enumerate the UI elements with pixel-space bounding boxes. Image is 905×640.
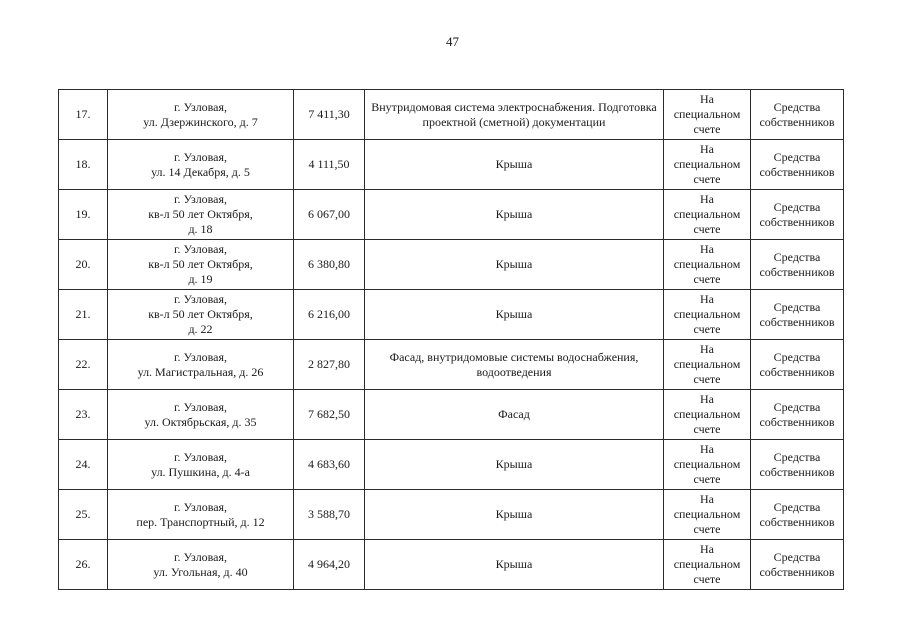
funds-text	[755, 250, 839, 280]
address-text	[151, 150, 250, 180]
account-text	[668, 342, 746, 387]
account-line: счете	[693, 272, 721, 286]
address-line: г. Узловая,	[173, 499, 228, 514]
funds-line: собственников	[759, 464, 835, 479]
funds-line: собственников	[759, 564, 835, 579]
account-line: специальном	[673, 507, 741, 521]
funds-line: собственников	[759, 114, 835, 129]
account-line: На	[700, 292, 714, 306]
table-body	[59, 90, 844, 590]
funds-line: собственников	[759, 214, 835, 229]
funds-line: собственников	[759, 164, 835, 179]
address-cell	[108, 140, 294, 190]
works-line: Фасад, внутридомовые системы водоснабжения,	[389, 349, 639, 364]
account-text	[668, 192, 746, 237]
works-line: проектной (сметной) документации	[422, 114, 606, 129]
works-cell	[365, 440, 664, 490]
address-line: г. Узловая,	[173, 549, 228, 564]
funds-line: Средства	[773, 549, 821, 564]
funds-text	[755, 150, 839, 180]
funds-cell	[751, 290, 844, 340]
address-text	[148, 192, 253, 237]
account-line: счете	[693, 172, 721, 186]
works-line: Крыша	[495, 457, 533, 471]
funds-line: Средства	[773, 249, 821, 264]
account-line: На	[700, 242, 714, 256]
works-line: Фасад	[498, 407, 530, 421]
page-number: 47	[446, 34, 459, 49]
row-number-cell: 25.	[59, 490, 108, 540]
account-line: счете	[693, 222, 721, 236]
table-row	[59, 540, 844, 590]
area-cell: 4 111,50	[294, 140, 365, 190]
table-row	[59, 240, 844, 290]
works-text	[369, 100, 659, 130]
address-line: г. Узловая,	[173, 192, 228, 206]
address-line: пер. Транспортный, д. 12	[136, 514, 265, 529]
funds-text	[755, 400, 839, 430]
account-line: счете	[693, 522, 721, 536]
works-line: Крыша	[495, 557, 533, 571]
row-number-cell: 21.	[59, 290, 108, 340]
funds-cell	[751, 440, 844, 490]
account-text	[668, 442, 746, 487]
table-row	[59, 490, 844, 540]
address-line: кв-л 50 лет Октября,	[148, 207, 253, 221]
funds-line: собственников	[759, 514, 835, 529]
funds-line: собственников	[759, 314, 835, 329]
area-cell: 4 964,20	[294, 540, 365, 590]
account-text	[668, 392, 746, 437]
works-cell	[365, 240, 664, 290]
row-number-cell: 20.	[59, 240, 108, 290]
account-cell	[664, 440, 751, 490]
address-line: ул. Октябрьская, д. 35	[144, 414, 257, 429]
account-cell	[664, 290, 751, 340]
account-line: На	[700, 92, 714, 106]
address-line: ул. Магистральная, д. 26	[137, 364, 264, 379]
account-line: счете	[693, 572, 721, 586]
address-cell	[108, 190, 294, 240]
address-cell	[108, 490, 294, 540]
account-line: счете	[693, 322, 721, 336]
funds-line: Средства	[773, 199, 821, 214]
account-line: специальном	[673, 207, 741, 221]
account-line: На	[700, 342, 714, 356]
address-text	[138, 350, 264, 380]
account-text	[668, 492, 746, 537]
funds-cell	[751, 390, 844, 440]
funds-line: собственников	[759, 364, 835, 379]
works-text	[369, 350, 659, 380]
address-line: г. Узловая,	[173, 292, 228, 306]
works-line: Крыша	[495, 507, 533, 521]
account-cell	[664, 140, 751, 190]
row-number-cell: 22.	[59, 340, 108, 390]
address-line: ул. 14 Декабря, д. 5	[151, 164, 250, 179]
table-row	[59, 190, 844, 240]
funds-text	[755, 100, 839, 130]
area-cell: 3 588,70	[294, 490, 365, 540]
works-line: водоотведения	[476, 364, 552, 379]
row-number-cell: 26.	[59, 540, 108, 590]
works-text	[369, 407, 659, 422]
works-line: Крыша	[495, 157, 533, 171]
address-text	[145, 400, 257, 430]
address-cell	[108, 240, 294, 290]
works-cell	[365, 90, 664, 140]
account-cell	[664, 190, 751, 240]
account-line: На	[700, 542, 714, 556]
address-text	[151, 450, 250, 480]
account-text	[668, 92, 746, 137]
address-cell	[108, 540, 294, 590]
works-cell	[365, 290, 664, 340]
funds-text	[755, 500, 839, 530]
funds-cell	[751, 540, 844, 590]
account-line: На	[700, 392, 714, 406]
area-cell: 4 683,60	[294, 440, 365, 490]
address-line: д. 22	[188, 322, 213, 336]
works-line: Крыша	[495, 257, 533, 271]
account-line: счете	[693, 422, 721, 436]
address-cell	[108, 390, 294, 440]
account-cell	[664, 240, 751, 290]
funds-cell	[751, 490, 844, 540]
funds-line: Средства	[773, 449, 821, 464]
funds-text	[755, 300, 839, 330]
account-line: специальном	[673, 357, 741, 371]
account-line: специальном	[673, 557, 741, 571]
works-line: Внутридомовая система электроснабжения. Подготовка	[371, 99, 657, 114]
account-cell	[664, 490, 751, 540]
works-text	[369, 157, 659, 172]
table-row	[59, 440, 844, 490]
address-cell	[108, 340, 294, 390]
address-line: ул. Пушкина, д. 4-а	[151, 464, 250, 479]
address-cell	[108, 290, 294, 340]
account-line: На	[700, 192, 714, 206]
address-text	[148, 242, 253, 287]
address-line: г. Узловая,	[173, 449, 228, 464]
account-line: счете	[693, 372, 721, 386]
funds-line: собственников	[759, 264, 835, 279]
funds-text	[755, 550, 839, 580]
funds-line: собственников	[759, 414, 835, 429]
address-text	[148, 292, 253, 337]
account-line: специальном	[673, 407, 741, 421]
table-row	[59, 140, 844, 190]
works-text	[369, 507, 659, 522]
account-line: специальном	[673, 157, 741, 171]
address-line: ул. Дзержинского, д. 7	[143, 114, 258, 129]
account-line: счете	[693, 472, 721, 486]
works-text	[369, 457, 659, 472]
works-text	[369, 257, 659, 272]
address-line: д. 18	[188, 222, 213, 236]
funds-line: Средства	[773, 299, 821, 314]
account-line: счете	[693, 122, 721, 136]
address-text	[153, 550, 247, 580]
table-row	[59, 90, 844, 140]
funds-line: Средства	[773, 99, 821, 114]
row-number-cell: 18.	[59, 140, 108, 190]
funds-cell	[751, 240, 844, 290]
account-cell	[664, 540, 751, 590]
works-text	[369, 557, 659, 572]
works-text	[369, 207, 659, 222]
account-cell	[664, 90, 751, 140]
repair-program-table	[58, 89, 844, 590]
area-cell: 6 067,00	[294, 190, 365, 240]
funds-line: Средства	[773, 399, 821, 414]
area-cell: 7 682,50	[294, 390, 365, 440]
funds-cell	[751, 140, 844, 190]
area-cell: 6 216,00	[294, 290, 365, 340]
works-line: Крыша	[495, 207, 533, 221]
funds-cell	[751, 90, 844, 140]
account-text	[668, 542, 746, 587]
address-line: г. Узловая,	[173, 242, 228, 256]
row-number-cell: 23.	[59, 390, 108, 440]
works-cell	[365, 390, 664, 440]
works-text	[369, 307, 659, 322]
works-cell	[365, 540, 664, 590]
area-cell: 7 411,30	[294, 90, 365, 140]
works-cell	[365, 340, 664, 390]
address-line: г. Узловая,	[173, 349, 228, 364]
address-line: г. Узловая,	[173, 399, 228, 414]
address-cell	[108, 440, 294, 490]
account-line: специальном	[673, 257, 741, 271]
funds-line: Средства	[773, 349, 821, 364]
address-line: г. Узловая,	[173, 149, 228, 164]
account-cell	[664, 390, 751, 440]
funds-cell	[751, 190, 844, 240]
account-line: На	[700, 442, 714, 456]
row-number-cell: 17.	[59, 90, 108, 140]
account-line: специальном	[673, 457, 741, 471]
row-number-cell: 24.	[59, 440, 108, 490]
account-text	[668, 242, 746, 287]
area-cell: 6 380,80	[294, 240, 365, 290]
funds-text	[755, 450, 839, 480]
account-line: специальном	[673, 107, 741, 121]
address-text	[143, 100, 257, 130]
works-cell	[365, 490, 664, 540]
address-cell	[108, 90, 294, 140]
works-line: Крыша	[495, 307, 533, 321]
address-line: кв-л 50 лет Октября,	[148, 257, 253, 271]
funds-cell	[751, 340, 844, 390]
address-line: д. 19	[188, 272, 213, 286]
works-cell	[365, 140, 664, 190]
funds-line: Средства	[773, 499, 821, 514]
funds-text	[755, 200, 839, 230]
account-line: На	[700, 142, 714, 156]
account-text	[668, 142, 746, 187]
table-row	[59, 390, 844, 440]
table-row	[59, 340, 844, 390]
row-number-cell: 19.	[59, 190, 108, 240]
account-line: специальном	[673, 307, 741, 321]
account-line: На	[700, 492, 714, 506]
funds-line: Средства	[773, 149, 821, 164]
address-line: ул. Угольная, д. 40	[153, 564, 248, 579]
account-text	[668, 292, 746, 337]
table-row	[59, 290, 844, 340]
area-cell: 2 827,80	[294, 340, 365, 390]
account-cell	[664, 340, 751, 390]
address-line: г. Узловая,	[173, 99, 228, 114]
address-line: кв-л 50 лет Октября,	[148, 307, 253, 321]
funds-text	[755, 350, 839, 380]
address-text	[136, 500, 264, 530]
works-cell	[365, 190, 664, 240]
